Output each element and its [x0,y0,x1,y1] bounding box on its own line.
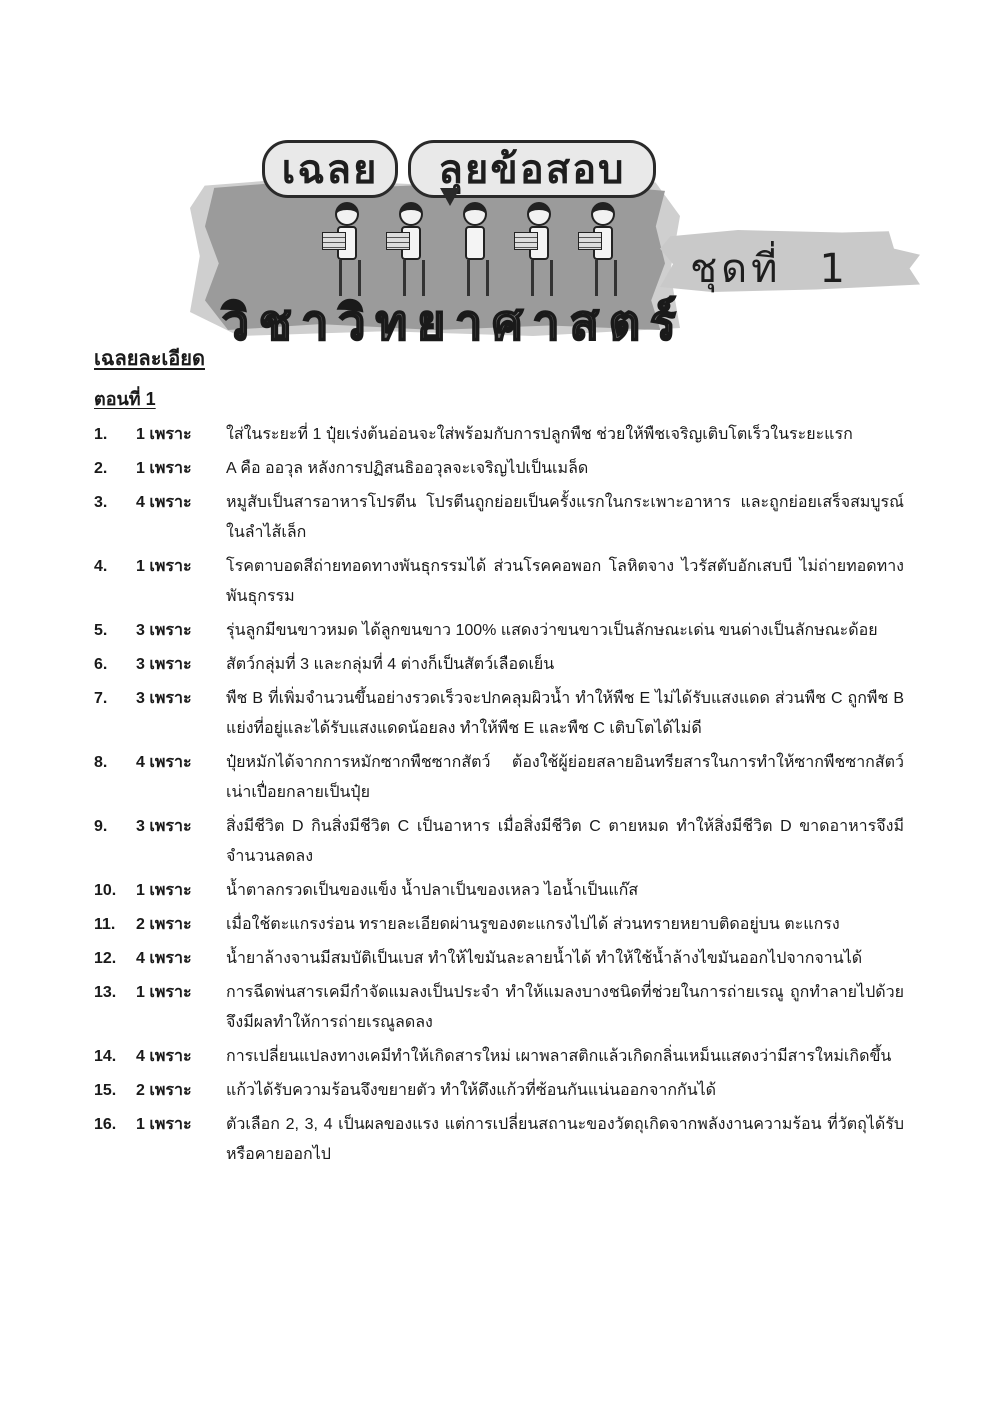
question-number: 16. [94,1116,117,1133]
question-number: 6. [94,656,108,673]
question-number: 7. [94,690,108,707]
answer-item-12 [94,944,904,974]
answer-item-4 [94,552,904,612]
answer-reason: สิ่งมีชีวิต D กินสิ่งมีชีวิต C เป็นอาหาร เมื่อสิ่งมีชีวิต C ตายหมด ทำให้สิ่งมีชีวิต D ขาดอาหารจึงมีจำนวนลดลง [226,818,904,865]
title-word-answer-key: เฉลย [281,147,379,193]
answer-choice: 3 เพราะ [136,656,192,673]
answer-choice: 4 เพราะ [136,494,192,511]
answer-item-7 [94,684,904,744]
question-number: 12. [94,950,117,967]
section-heading: ตอนที่ 1 [94,389,156,409]
answer-choice: 1 เพราะ [136,460,192,477]
set-number: 1 [819,246,849,292]
question-number: 4. [94,558,108,575]
student-figure-icon [522,202,556,298]
question-number: 9. [94,818,108,835]
title-bubble-answer-key [262,140,398,198]
answer-item-9 [94,812,904,872]
question-number: 15. [94,1082,117,1099]
answer-choice: 3 เพราะ [136,622,192,639]
answer-choice: 1 เพราะ [136,984,192,1001]
answer-reason: โรคตาบอดสีถ่ายทอดทางพันธุกรรมได้ ส่วนโรคคอพอก โลหิตจาง ไวรัสตับอักเสบบี ไม่ถ่ายทอดทางพันธุกรรม [226,558,904,605]
title-banner [0,0,992,351]
answer-reason: ตัวเลือก 2, 3, 4 เป็นผลของแรง แต่การเปลี่ยนสถานะของวัตถุเกิดจากพลังงานความร้อน ที่วัตถุได้รับหรือคายออกไป [226,1116,904,1163]
answer-item-8 [94,748,904,808]
answer-choice: 3 เพราะ [136,818,192,835]
answer-choice: 1 เพราะ [136,1116,192,1133]
answer-reason: ใส่ในระยะที่ 1 ปุ๋ยเร่งต้นอ่อนจะใส่พร้อมกับการปลูกพืช ช่วยให้พืชเจริญเติบโตเร็วในระยะแรก [226,426,853,443]
answer-choice: 4 เพราะ [136,754,192,771]
student-figure-icon [586,202,620,298]
answer-item-16 [94,1110,904,1170]
answer-choice: 1 เพราะ [136,558,192,575]
answer-explanations [94,344,904,1174]
answer-choice: 1 เพราะ [136,426,192,443]
answer-item-13 [94,978,904,1038]
answer-reason: การเปลี่ยนแปลงทางเคมีทำให้เกิดสารใหม่ เผาพลาสติกแล้วเกิดกลิ่นเหม็นแสดงว่ามีสารใหม่เกิดขึ้น [226,1048,892,1065]
subject-title: วิชาวิทยาศาสตร์ [222,295,686,351]
title-word-exam-practice: ลุยข้อสอบ [438,147,626,193]
answer-item-5 [94,616,904,646]
answer-reason: พืช B ที่เพิ่มจำนวนขึ้นอย่างรวดเร็วจะปกคลุมผิวน้ำ ทำให้พืช E ไม่ได้รับแสงแดด ส่วนพืช C ถูกพืช B แย่งที่อยู่และได้รับแสงแดดน้อยลง ทำให้พืช E และพืช C เติบโตได้ไม่ดี [226,690,904,737]
question-number: 11. [94,916,116,933]
answer-item-3 [94,488,904,548]
set-label-text: ชุดที่ [690,246,782,292]
answer-reason: A คือ ออวุล หลังการปฏิสนธิออวุลจะเจริญไปเป็นเมล็ด [226,460,589,477]
answer-list [94,420,904,1170]
set-label [690,236,849,300]
student-figure-icon [330,202,364,298]
question-number: 3. [94,494,108,511]
answer-reason: การฉีดพ่นสารเคมีกำจัดแมลงเป็นประจำ ทำให้แมลงบางชนิดที่ช่วยในการถ่ายเรณู ถูกทำลายไปด้วย จึงมีผลทำให้การถ่ายเรณูลดลง [226,984,904,1031]
student-figure-icon [394,202,428,298]
answer-choice: 2 เพราะ [136,1082,192,1099]
answer-choice: 2 เพราะ [136,916,192,933]
question-number: 14. [94,1048,117,1065]
answer-item-10 [94,876,904,906]
answer-reason: แก้วได้รับความร้อนจึงขยายตัว ทำให้ดึงแก้วที่ซ้อนกันแน่นออกจากกันได้ [226,1082,717,1099]
answer-reason: น้ำยาล้างจานมีสมบัติเป็นเบส ทำให้ไขมันละลายน้ำได้ ทำให้ใช้น้ำล้างไขมันออกไปจากจานได้ [226,950,863,967]
answer-item-11 [94,910,904,940]
question-number: 10. [94,882,117,899]
answer-choice: 4 เพราะ [136,950,192,967]
answer-item-2 [94,454,904,484]
answer-item-6 [94,650,904,680]
question-number: 8. [94,754,108,771]
answer-item-1 [94,420,904,450]
answer-reason: หมูสับเป็นสารอาหารโปรตีน โปรตีนถูกย่อยเป็นครั้งแรกในกระเพาะอาหาร และถูกย่อยเสร็จสมบูรณ์ในลำไส้เล็ก [226,494,904,541]
answer-reason: ปุ๋ยหมักได้จากการหมักซากพืชซากสัตว์ ต้องใช้ผู้ย่อยสลายอินทรียสารในการทำให้ซากพืชซากสัตว์เน่าเปื่อยกลายเป็นปุ๋ย [226,754,904,801]
answer-choice: 1 เพราะ [136,882,192,899]
answer-item-14 [94,1042,904,1072]
question-number: 5. [94,622,108,639]
student-figure-icon [458,202,492,298]
answer-reason: สัตว์กลุ่มที่ 3 และกลุ่มที่ 4 ต่างก็เป็นสัตว์เลือดเย็น [226,656,555,673]
answer-reason: น้ำตาลกรวดเป็นของแข็ง น้ำปลาเป็นของเหลว ไอน้ำเป็นแก๊ส [226,882,639,899]
question-number: 1. [94,426,108,443]
question-number: 13. [94,984,117,1001]
answer-item-15 [94,1076,904,1106]
students-illustration [330,198,620,298]
answer-reason: เมื่อใช้ตะแกรงร่อน ทรายละเอียดผ่านรูของตะแกรงไปได้ ส่วนทรายหยาบติดอยู่บน ตะแกรง [226,916,840,933]
page-heading: เฉลยละเอียด [94,348,205,370]
answer-choice: 4 เพราะ [136,1048,192,1065]
answer-choice: 3 เพราะ [136,690,192,707]
question-number: 2. [94,460,108,477]
answer-reason: รุ่นลูกมีขนขาวหมด ได้ลูกขนขาว 100% แสดงว่าขนขาวเป็นลักษณะเด่น ขนด่างเป็นลักษณะด้อย [226,622,878,639]
